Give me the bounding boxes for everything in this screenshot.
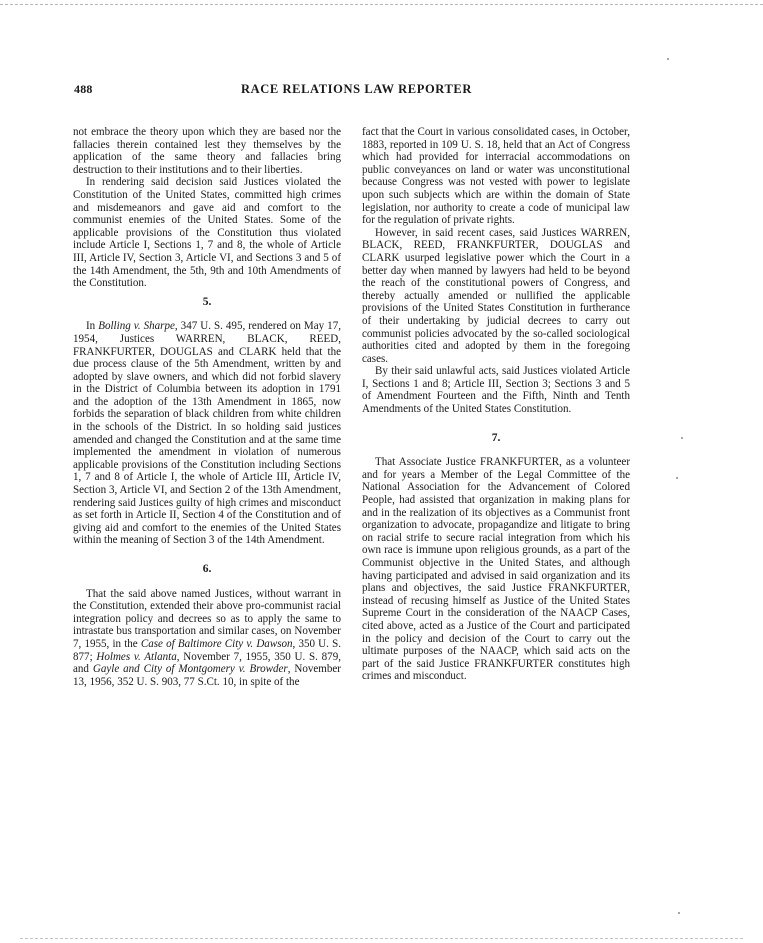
paragraph: However, in said recent cases, said Justices WARREN, BLACK, REED, FRANKFURTER, DOUGLAS and CLARK usurped legislative power which the Court in a better day when manned by lawyers had held to be beyond the reach of the constitutional powers of Congress, and thereby actually amended or nullified the applicable provisions of the United States Constitution in furtherance of their undertaking by judicial decrees to carry out communist policies advocated by the so-called sociological authorities cited and adopted by them in the foregoing cases. [362, 226, 630, 365]
text-run: In [86, 320, 99, 333]
text-run: , November 7, 1955, 350 U. S. 879, and [73, 650, 341, 676]
paragraph: fact that the Court in various consolidated cases, in October, 1883, reported in 109 U. S. 18, held that an Act of Congress which had provided for interracial accommodations on public conveyances on land or water was unconstitutional because Congress was not vested with power to legislate upon such subjects which are within the domain of State legislation, nor authority to create a code of municipal law for the regulation of private rights. [362, 126, 630, 227]
case-name: Case of Baltimore City v. Dawson [140, 637, 293, 650]
paragraph: By their said unlawful acts, said Justices violated Article I, Sections 1 and 8; Article III, Section 3; Sections 3 and 5 of Amendment Fourteen and the Fifth, Ninth and Tenth Amendments of the United States Constitution. [362, 365, 630, 416]
section-heading-7: 7. [491, 431, 501, 444]
text-run: That the said above named Justices, without warrant in the Constitution, extended their above pro-communist racial integration policy and decrees so as to apply the same to intrastate bus transportation and similar cases, on November 7, 1955, in the [73, 587, 341, 650]
scan-speck [678, 912, 680, 914]
text-run: , November 13, 1956, 352 U. S. 903, 77 S.Ct. 10, in spite of the [73, 663, 341, 688]
paragraph: In rendering said decision said Justices violated the Constitution of the United States, committed high crimes and misdemeanors and gave aid and comfort to the communist enemies of the United States. Some of the applicable provisions of the Constitution thus violated include Article I, Sections 1, 7 and 8, the whole of Article III, Article IV, Section 3, Article VI, and Sections 3 and 5 of the 14th Amendment, the 5th, 9th and 10th Amendments of the Constitution. [73, 176, 341, 290]
case-name: Gayle and City of Montgomery v. Browder [92, 663, 288, 676]
paragraph: not embrace the theory upon which they are based nor the fallacies therein contained lest they themselves by the application of the same theory and fallacies bring destruction to their institutions and to their liberties. [73, 126, 341, 176]
paragraph [73, 588, 341, 689]
text-run: , 350 U. S. 877; [73, 637, 341, 663]
text-run: , 347 U. S. 495, rendered on May 17, 1954, Justices WARREN, BLACK, REED, FRANKFURTER, DOUGLAS and CLARK held that the due process clause of the 5th Amendment, written by and adopted by slave owners, and which did not forbid slavery in the District of Columbia between its adoption in 1791 and the adoption of the 13th Amendment in 1865, now forbids the separation of black children from white children in the schools of the District. In so holding said justices amended and changed the Constitution and at the same time implemented the amendment in violation of numerous applicable provisions of the Constitution including Sections 1, 7 and 8 of Article I, the whole of Article III, Article IV, Section 3, Article VI, and Section 2 of the 13th Amendment, rendering said Justices guilty of high crimes and misconduct as set forth in Article II, Section 4 of the Constitution and of giving aid and comfort to the enemies of the United States within the meaning of Section 3 of the 14th Amendment. [73, 320, 341, 547]
scan-speck [667, 58, 669, 60]
page-number: 488 [74, 82, 93, 96]
case-name: Bolling v. Sharpe [98, 320, 175, 333]
paragraph [73, 320, 341, 547]
left-column [73, 126, 341, 688]
paragraph: That Associate Justice FRANKFURTER, as a volunteer and for years a Member of the Legal Committee of the National Association for the Advancement of Colored People, had assisted that organization in making plans for and in the realization of its objectives as a Communist front organization to advocate, propagandize and litigate to bring on racial strife to secure racial integration from which his own race is immune upon religious grounds, as a part of the Communist objective in the United States, and although having participated and advised in said organization and its plans and objectives, the said Justice FRANKFURTER, instead of recusing himself as Justice of the United States Supreme Court in the consideration of the NAACP Cases, cited above, acted as a Justice of the Court and participated in the policy and decision of the Court to carry out the ultimate purposes of the NAACP, which said acts on the part of the said Justice FRANKFURTER constitutes high crimes and misconduct. [362, 456, 630, 683]
section-heading-6: 6. [202, 563, 212, 575]
section-heading-5: 5. [202, 295, 212, 308]
running-title: RACE RELATIONS LAW REPORTER [241, 82, 472, 96]
case-name: Holmes v. Atlanta [96, 650, 177, 663]
page-header [74, 82, 688, 100]
scan-speck [676, 477, 678, 479]
scan-speck [681, 437, 683, 439]
page-top-border [0, 4, 763, 5]
right-column [362, 126, 630, 683]
page-bottom-border [20, 938, 743, 939]
